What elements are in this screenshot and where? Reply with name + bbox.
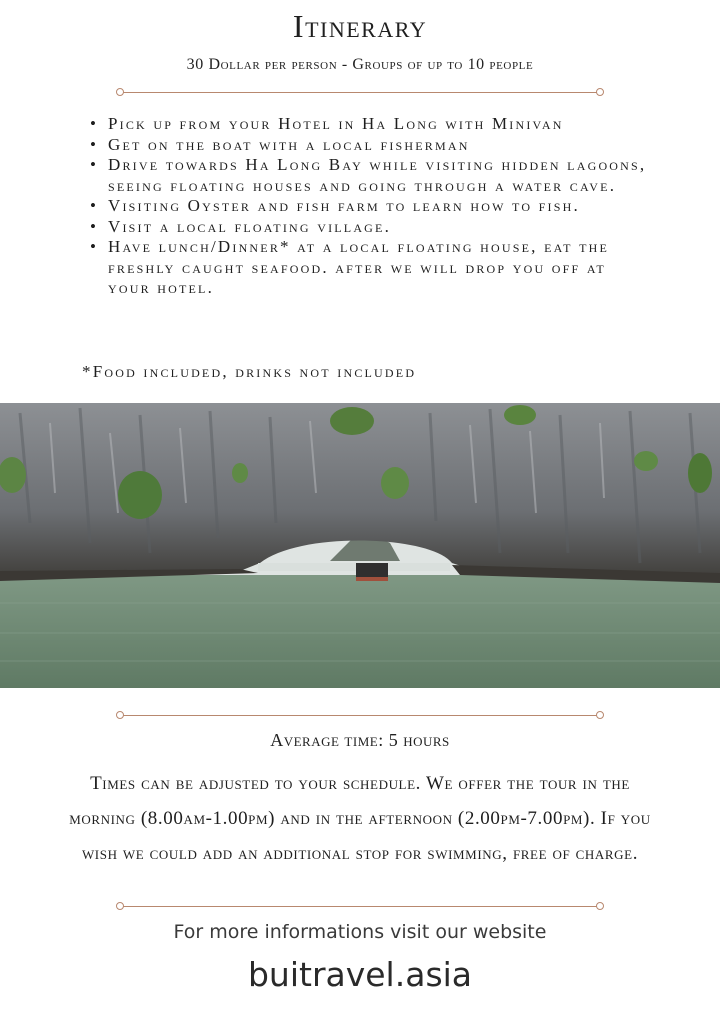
middle-divider <box>116 711 604 721</box>
top-divider <box>116 88 604 98</box>
page-title: Itinerary <box>292 8 428 44</box>
list-item: • Have lunch/Dinner* at a local floating house, eat the freshly caught seafood. after we will drop you off at your hotel. <box>90 237 610 297</box>
list-item: • Get on the boat with a local fisherman <box>90 134 470 154</box>
bottom-divider <box>116 902 604 912</box>
more-info-text: For more informations visit our website <box>173 921 547 943</box>
schedule-text: Times can be adjusted to your schedule. We offer the tour in the morning (8.00am-1.00pm) and in the afternoon (2.00pm-7.00pm). If you wish we could add an additional stop for swimming, free of charge. <box>69 773 651 864</box>
list-item-text: Get on the boat with a local fisherman <box>108 134 470 154</box>
list-item: • Pick up from your Hotel in Ha Long with Minivan <box>90 114 564 133</box>
ha-long-bay-photo <box>0 403 720 688</box>
list-item-text: Pick up from your Hotel in Ha Long with Minivan <box>108 114 564 133</box>
list-item: • Visit a local floating village. <box>90 216 392 236</box>
list-item: • Drive towards Ha Long Bay while visiting hidden lagoons, seeing floating houses and going through a water cave. <box>90 155 647 195</box>
itinerary-list <box>88 114 648 299</box>
list-item-text: Have lunch/Dinner* at a local floating house, eat the freshly caught seafood. after we will drop you off at your hotel. <box>108 237 610 297</box>
list-item-text: Drive towards Ha Long Bay while visiting hidden lagoons, seeing floating houses and going through a water cave. <box>108 155 647 195</box>
footnote: *Food included, drinks not included <box>82 362 417 381</box>
list-item-text: Visiting Oyster and fish farm to learn how to fish. <box>108 196 580 215</box>
price-subtitle: 30 Dollar per person - Groups of up to 10 people <box>186 56 534 73</box>
list-item: • Visiting Oyster and fish farm to learn how to fish. <box>90 196 580 215</box>
average-time: Average time: 5 hours <box>270 730 450 750</box>
list-item-text: Visit a local floating village. <box>108 216 392 236</box>
website-link[interactable]: buitravel.asia <box>247 955 473 994</box>
